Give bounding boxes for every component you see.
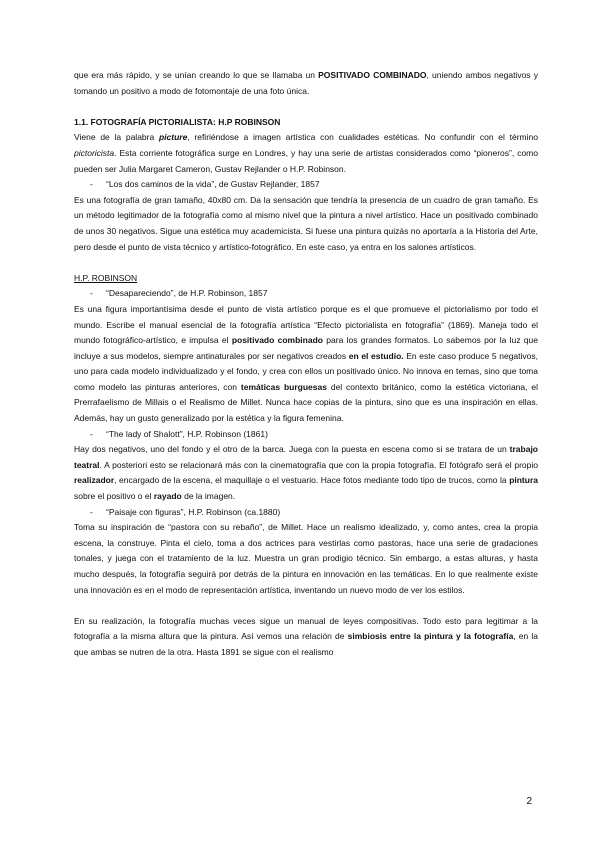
section-heading: 1.1. FOTOGRAFÍA PICTORIALISTA: H.P ROBINSON [74, 116, 281, 127]
text-run: . Esta corriente fotográfica surge en Londres, y hay una serie de artistas considerados como “pioneros”, como pueden ser Julia Margaret Cameron, Gustav Rejlander o H.P. Robinson. [74, 147, 538, 174]
paragraph-intro [74, 68, 538, 99]
text-run: , en la que ambas se nutren de la otra. Hasta 1891 se sigue con el realismo [74, 631, 538, 657]
text-run: Viene de la palabra [74, 132, 159, 143]
paragraph-section1-intro [74, 130, 538, 177]
document-page [74, 68, 538, 661]
paragraph: Es una fotografía de gran tamaño, 40x80 cm. Da la sensación que tendría la presencia de un cuadro de gran tamaño. Es un método legitimador de la fotografía como al mismo nivel que la pintura a nivel artístico. Hace un positivado combinado de unos 30 negativos. Sigue una estética muy academicista. Si fuese una pintura quizás no aportaría a la Historia del Arte, pero desde el punto de vista técnico y artístico-fotográfico. En este caso, ya entra en los salones artísticos. [74, 194, 538, 252]
subsection-heading: H.P. ROBINSON [74, 272, 138, 283]
bullet-item: - “Paisaje con figuras”, H.P. Robinson (ca.1880) [74, 505, 538, 521]
text-run: Hay dos negativos, uno del fondo y el otro de la barca. Juega con la puesta en escena como si se tratara de un [74, 444, 510, 455]
bold-term: simbiosis entre la pintura y la fotografía [347, 631, 514, 642]
text-run: Es una figura importantísima desde el punto de vista artístico porque es el que promueve el pictorialismo por todo el mundo. Escribe el manual esencial de la fotografía artística “Efecto pictorialista en fotografía” (1869). Maneja todo el mundo fotográfico-artístico, e impulsa el [74, 303, 538, 346]
page-number: 2 [526, 796, 532, 807]
text-run: que era más rápido, y se unían creando lo que se llamaba un [74, 70, 319, 80]
text-run: del contexto británico, como la estética victoriana, el Prerrafaelismo de Millais o el Realismo de Millet. Nunca hace copias de la pintura, sino que es una inspiración en ellas. Además, hay un gusto generalizado por la estética y la figura femenina. [74, 381, 538, 424]
bold-term: rayado [153, 491, 182, 502]
paragraph: Toma su inspiración de “pastora con su rebaño”, de Millet. Hace un realismo idealizado, y, como antes, crea la propia escena, la construye. Pinta el cielo, toma a dos actrices para vestirlas como pastoras, hace una serie de gradaciones tonales, y juega con el tratamiento de la luz. Muestra un gran prodigio técnico. Sin embargo, a estas alturas, y hasta mucho después, la fotografía seguirá por detrás de la pintura en innovación en las temáticas. En lo que realmente existe una innovación es en el modo de representación artística, inventando un nuevo modo de ver los estilos. [74, 522, 538, 595]
text-run: En este caso produce 5 negativos, uno para cada modelo individualizado y el fondo, y crea con ellos un positivado único. No innova en temas, sino que toma como modelo las pinturas anteriores, con [74, 350, 538, 392]
text-run: En su realización, la fotografía muchas veces sigue un manual de leyes compositivas. Todo esto para legitimar a la fotografía a la misma altura que la pintura. Así vemos una relación de [74, 615, 538, 642]
bullet-item: - “Los dos caminos de la vida”, de Gustav Rejlander, 1857 [74, 177, 538, 193]
italic-term: pictoricista [74, 147, 115, 158]
text-run: , encargado de la escena, el maquillaje o el vestuario. Hace fotos mediante todo tipo de trucos, como la [114, 475, 510, 486]
text-run: sobre el positivo o el [74, 491, 154, 502]
bold-term: trabajo teatral [74, 444, 538, 470]
bold-term: POSITIVADO COMBINADO [318, 70, 427, 80]
bold-term: temáticas burguesas [240, 381, 327, 392]
paragraph [74, 302, 538, 427]
text-run: . A posteriori esto se relacionará más con la cinematografía que con la propia fotografía. El fotógrafo será el propio [99, 459, 538, 470]
text-run: , refiriéndose a imagen artística con cualidades estéticas. No confundir con el término [187, 132, 538, 143]
text-run: , uniendo ambos negativos y tomando un positivo a modo de fotomontaje de una foto única. [74, 70, 538, 96]
bold-term: positivado combinado [231, 335, 323, 346]
bullet-item: - “The lady of Shalott”, H.P. Robinson (1861) [74, 427, 538, 443]
bold-term: pintura [509, 475, 538, 486]
paragraph [74, 442, 538, 504]
bullet-item: - “Desapareciendo”, de H.P. Robinson, 1857 [74, 286, 538, 302]
bold-term: realizador [74, 475, 115, 486]
text-run: de la imagen. [181, 491, 236, 502]
italic-term: picture [158, 132, 188, 143]
text-run: para los grandes formatos. Lo sabemos por la luz que incluye a sus modelos, siempre antinaturales por ser negativos creados [74, 335, 538, 361]
bold-term: en el estudio. [348, 350, 404, 361]
paragraph [74, 614, 538, 661]
